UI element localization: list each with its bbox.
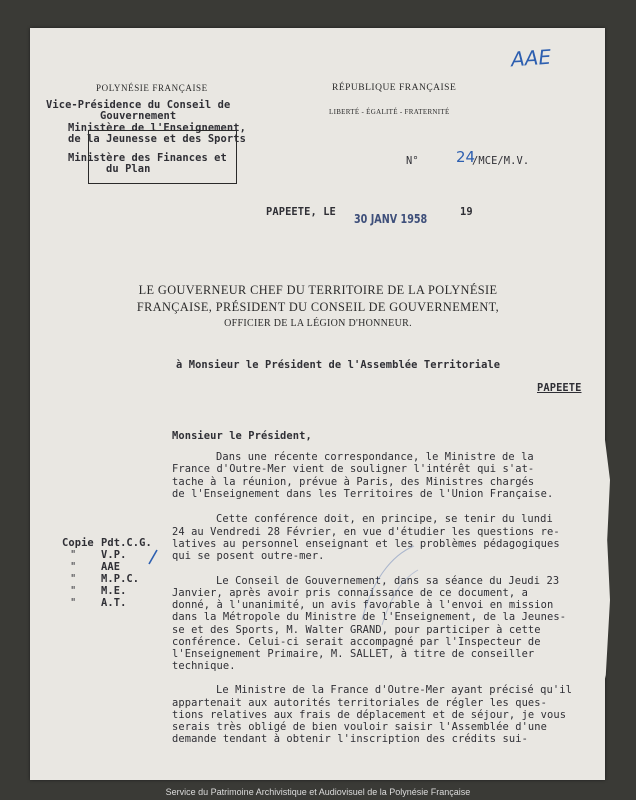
p2-line-2: 24 au Vendredi 28 Février, en vue d'étudier les questions re- (172, 526, 560, 538)
p4-line-1: Le Ministre de la France d'Outre-Mer ayant précisé qu'il (216, 684, 572, 696)
p1-line-4: de l'Enseignement dans les Territoires de l'Union Française. (172, 488, 554, 500)
title-line-2: FRANÇAISE, PRÉSIDENT DU CONSEIL DE GOUVERNEMENT, (136, 300, 500, 314)
recipient-city: PAPEETE (537, 382, 582, 394)
p1-line-3: tache à la réunion, prévue à Paris, des Ministres chargés (172, 476, 535, 488)
p1-line-2: France d'Outre-Mer vient de souligner l'intérêt qui s'at- (172, 463, 535, 475)
date-year-prefix: 19 (460, 206, 473, 218)
office-line-3: Ministère de l'Enseignement, (68, 122, 246, 134)
ref-prefix: N° (406, 155, 419, 167)
p3-line-5: se et des Sports, M. Walter GRAND, pour participer à cette (172, 624, 541, 636)
p3-line-6: conférence. Celui-ci serait accompagné par l'Inspecteur de (172, 636, 541, 648)
copy-ditto-3: " (70, 561, 77, 573)
recipient-line: à Monsieur le Président de l'Assemblée Territoriale (176, 359, 501, 371)
archive-footer: Service du Patrimoine Archivistique et Audiovisuel de la Polynésie Française (165, 787, 471, 797)
copy-item-2: V.P. (101, 549, 127, 561)
ref-suffix: /MCE/M.V. (472, 155, 530, 167)
p3-line-3: donné, à l'unanimité, un avis favorable à l'envoi en mission (172, 599, 554, 611)
p3-line-1: Le Conseil de Gouvernement, dans sa séance du Jeudi 23 (216, 575, 560, 587)
office-line-2: Gouvernement (100, 110, 177, 122)
p2-line-3: latives au personnel enseignant et les problèmes pédagogiques (172, 538, 560, 550)
title-line-1: LE GOUVERNEUR CHEF DU TERRITOIRE DE LA POLYNÉSIE (138, 283, 498, 297)
handwritten-tag: AAE (510, 44, 552, 72)
copy-ditto-5: " (70, 585, 77, 597)
copy-item-5: M.E. (101, 585, 127, 597)
copy-item-4: M.P.C. (101, 573, 140, 585)
p3-line-8: technique. (172, 660, 236, 672)
p3-line-7: l'Enseignement Primaire, M. SALLET, à titre de conseiller (172, 648, 535, 660)
date-stamp: 30 JANV 1958 (354, 212, 428, 226)
p4-line-2: appartenait aux autorités territoriales de régler les ques- (172, 697, 547, 709)
p3-line-2: Janvier, après avoir pris connaissance de ce document, a (172, 587, 528, 599)
p2-line-1: Cette conférence doit, en principe, se tenir du lundi (216, 513, 553, 525)
title-line-3: OFFICIER DE LA LÉGION D'HONNEUR. (224, 318, 412, 329)
p1-line-1: Dans une récente correspondance, le Ministre de la (216, 451, 534, 463)
p4-line-4: serais très obligé de bien vouloir saisir l'Assemblée d'une (172, 721, 547, 733)
p2-line-4: qui se posent outre-mer. (172, 550, 325, 562)
copy-item-6: A.T. (101, 597, 127, 609)
checkmark-stroke (146, 548, 160, 566)
p4-line-3: tions relatives aux frais de déplacement et de séjour, je vous (172, 709, 567, 721)
office-line-6: du Plan (106, 163, 151, 175)
republic-heading: RÉPUBLIQUE FRANÇAISE (332, 83, 457, 93)
copies-label: Copie (62, 537, 94, 549)
ref-number: 24 (456, 148, 476, 166)
copy-ditto-4: " (70, 573, 77, 585)
torn-edge (596, 420, 610, 720)
p3-line-4: dans la Métropole du Ministre de l'Enseignement, de la Jeunes- (172, 611, 567, 623)
office-line-5: Ministère des Finances et (68, 152, 227, 164)
p4-line-5: demande tendant à obtenir l'inscription des crédits sui- (172, 733, 528, 745)
copy-item-3: AAE (101, 561, 121, 573)
office-line-4: de la Jeunesse et des Sports (68, 133, 246, 145)
salutation: Monsieur le Président, (172, 430, 312, 442)
territory-heading: POLYNÉSIE FRANÇAISE (96, 83, 208, 93)
pen-mark (352, 540, 422, 630)
stamp-box (88, 130, 237, 184)
office-line-1: Vice-Présidence du Conseil de (46, 99, 231, 111)
copy-ditto-6: " (70, 597, 77, 609)
copy-item-1: Pdt.C.G. (101, 537, 152, 549)
motto: LIBERTÉ - ÉGALITÉ - FRATERNITÉ (329, 108, 450, 116)
copy-ditto-2: " (70, 549, 77, 561)
date-place: PAPEETE, LE (266, 206, 336, 218)
